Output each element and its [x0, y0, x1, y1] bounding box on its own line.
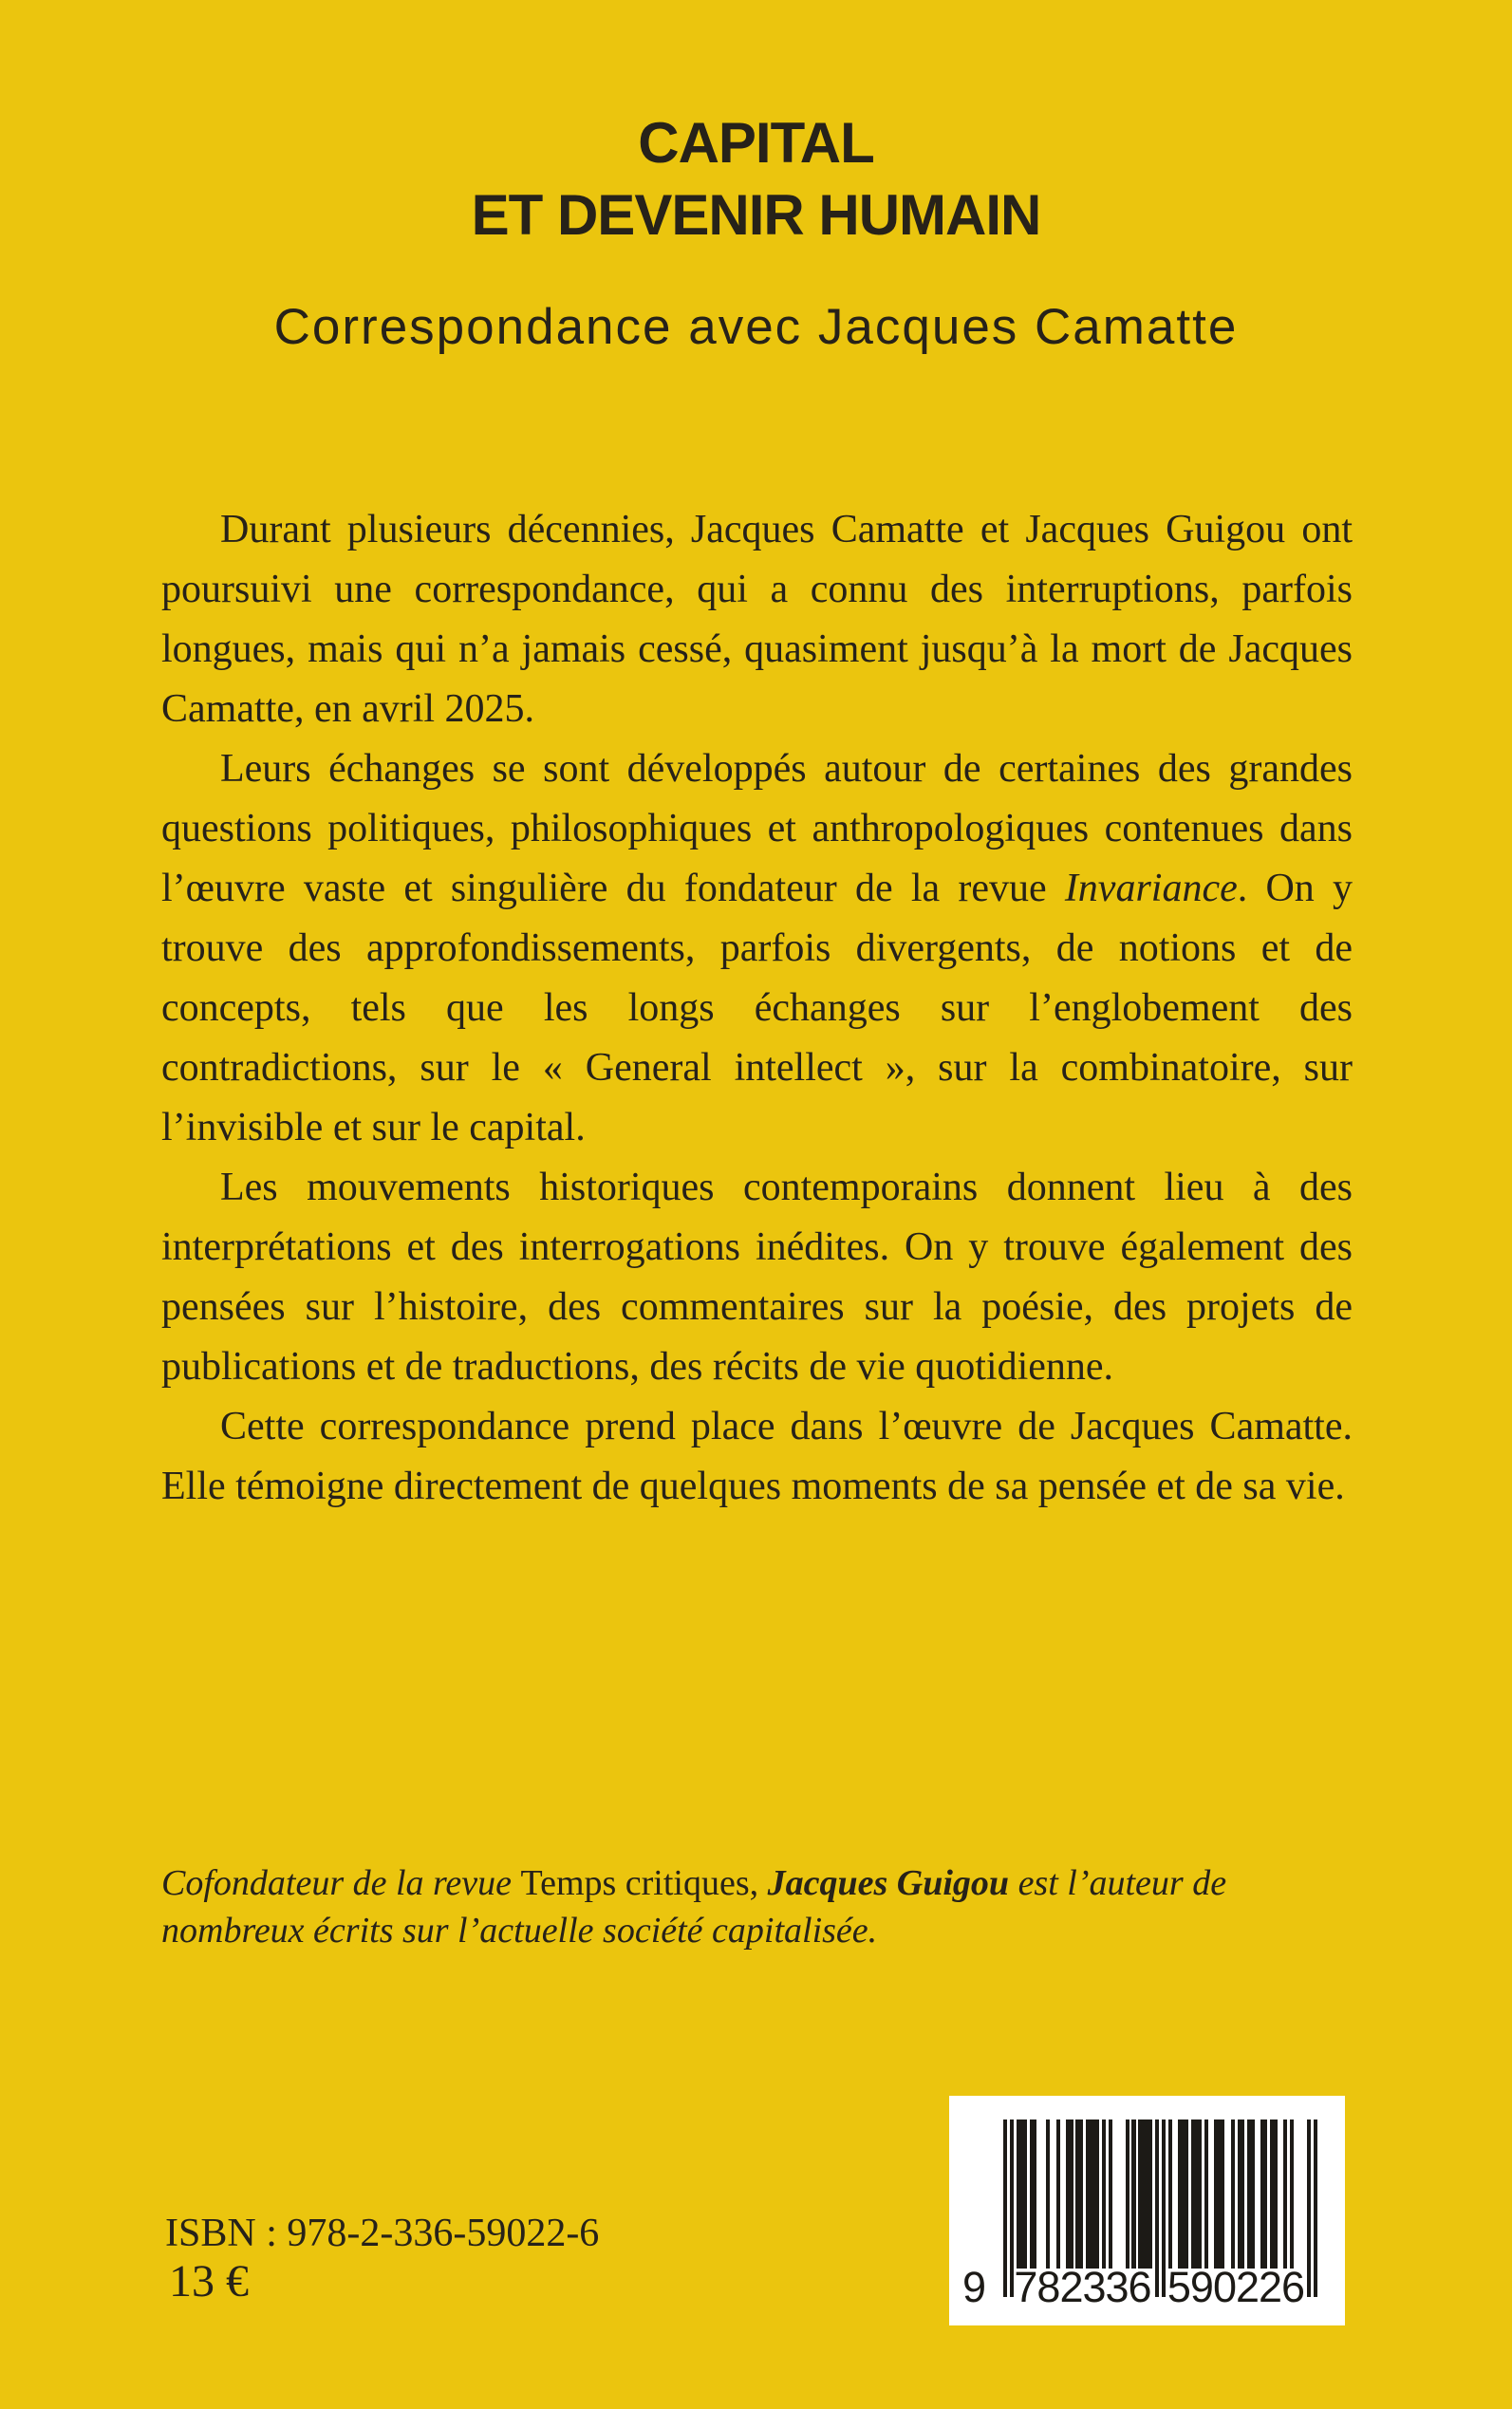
book-title-line-2: ET DEVENIR HUMAIN: [471, 183, 1041, 247]
blurb-paragraph: Durant plusieurs décennies, Jacques Camatte et Jacques Guigou ont poursuivi une correspondance, qui a connu des interruptions, parfois longues, mais qui n’a jamais cessé, quasiment jusqu’à la mort de Jacques Camatte, en avril 2025.: [161, 508, 1353, 731]
blurb-paragraph: Cette correspondance prend place dans l’œuvre de Jacques Camatte. Elle témoigne directement de quelques moments de sa pensée et de sa vie.: [161, 1405, 1353, 1508]
back-cover-blurb: [161, 500, 1353, 1517]
author-bio: Cofondateur de la revue Temps critiques, Jacques Guigou est l’auteur de nombreux écrits sur l’actuelle société capitalisée.: [161, 1863, 1227, 1951]
blurb-paragraph: Leurs échanges se sont développés autour de certaines des grandes questions politiques, philosophiques et anthropologiques contenues dans l’œuvre vaste et singulière du fondateur de la revue Invariance. On y trouve des approfondissements, parfois divergents, de notions et de concepts, tels que les longs échanges sur l’englobement des contradictions, sur le « General intellect », sur la combinatoire, sur l’invisible et sur le capital.: [161, 747, 1353, 1149]
blurb-paragraph: Les mouvements historiques contemporains donnent lieu à des interprétations et des interrogations inédites. On y trouve également des pensées sur l’histoire, des commentaires sur la poésie, des projets de publications et de traductions, des récits de vie quotidienne.: [161, 1166, 1353, 1389]
barcode-digit-left: 9: [962, 2263, 986, 2311]
barcode-digit-group-1: 782336: [1014, 2263, 1151, 2311]
isbn-text: ISBN : 978-2-336-59022-6: [165, 2212, 600, 2255]
title-block: [0, 107, 1512, 252]
book-title-line-1: CAPITAL: [638, 111, 874, 175]
price-text: 13 €: [169, 2256, 249, 2306]
book-subtitle: Correspondance avec Jacques Camatte: [273, 299, 1239, 355]
barcode-digit-group-2: 590226: [1167, 2263, 1305, 2311]
barcode: [949, 2096, 1345, 2325]
